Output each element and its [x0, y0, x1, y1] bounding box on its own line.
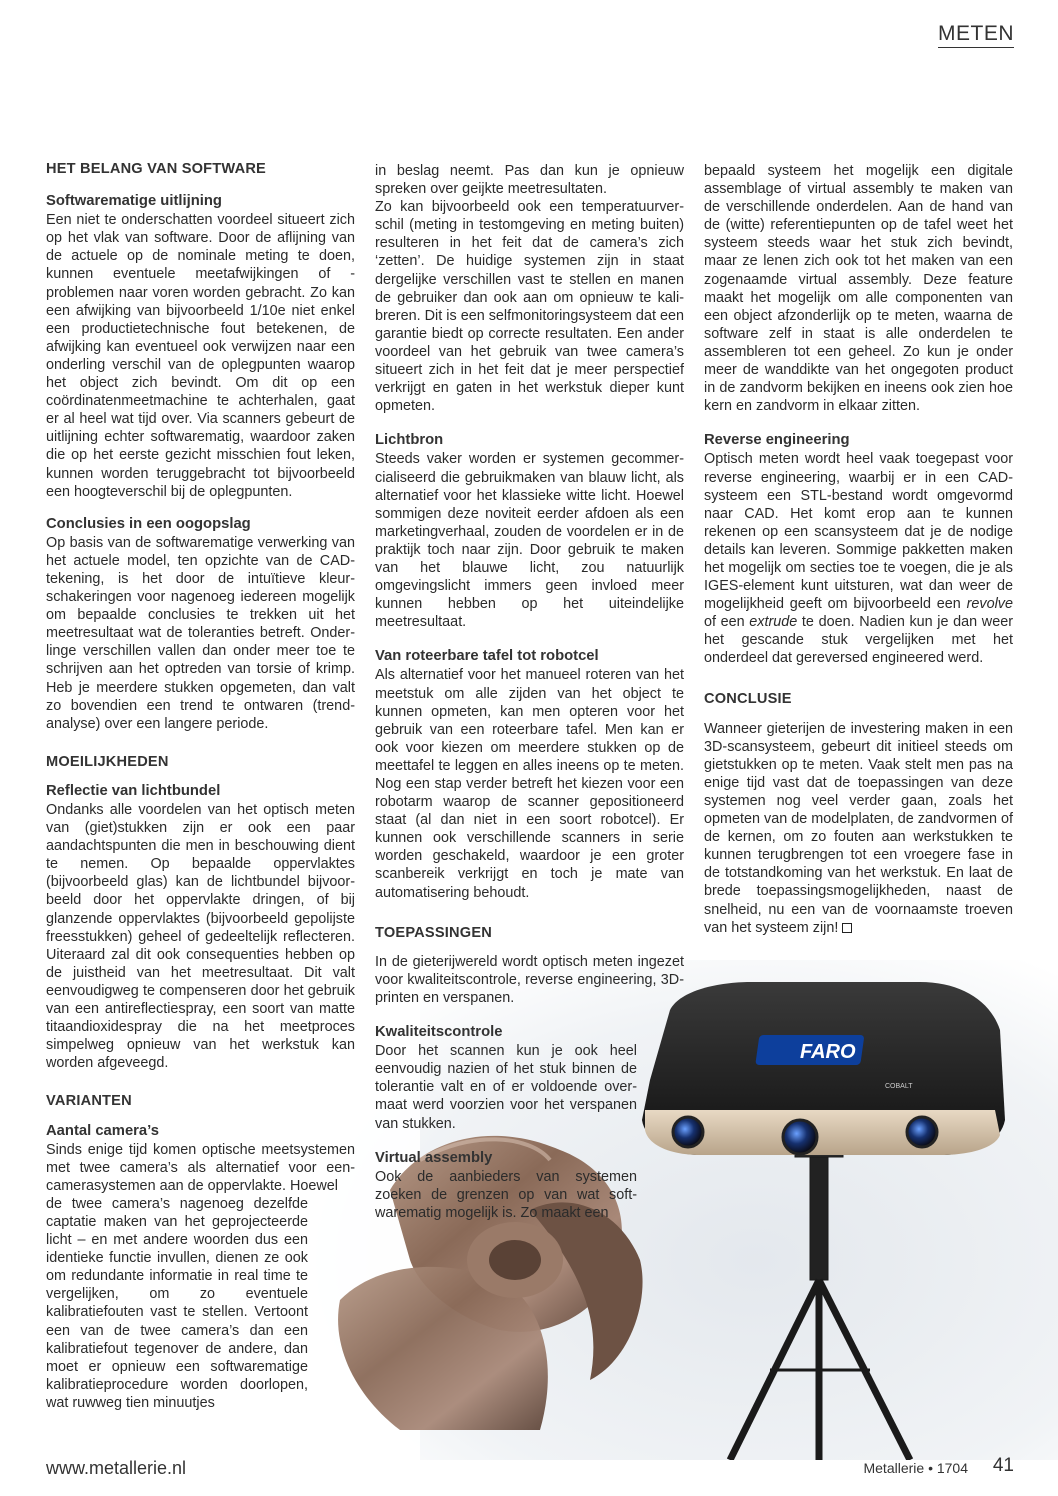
paragraph: In de gieterijwereld wordt optisch meten ingezet voor kwaliteitscontrole, reverse engineering, 3D-printen en verspanen. [375, 953, 684, 1006]
paragraph: bepaald systeem het mogelijk een digitale assemblage of virtual assembly te maken van de verschillende onderdelen. Aan de hand van de (witte) referentiepunten op de tafel weet het systeem steeds waar het stuk zich bevindt, maar ze lenen zich ook tot het maken van een zogenaamde virtual assembly. Deze feature maakt het mogelijk om alle componenten van een object afzonderlijk op te meten, waarna de software zelf in staat is alle onderdelen te assembleren tot een geheel. Zo kun je onder meer de wanddikte van het ongegoten product in de zandvorm bekijken en ineens ook zien hoe kern en zandvorm in elkaar zitten. [704, 163, 1013, 415]
paragraph: Optisch meten wordt heel vaak toegepast voor reverse engineering, waarbij er in een CAD-systeem een STL-bestand wordt omgevormd naar CAD. Het komt erop aan te kunnen rekenen op een scansysteem dat je de nodige details kan leveren. Sommige pakketten maken het mogelijk om secties toe te voegen, die je als IGES-element kunt uitsturen, wat dan weer de mogelijkheid geeft om bijvoorbeeld een revolve of een extrude te doen. Nadien kun je dan weer het gescande stuk vergelijken met het onderdeel dat gereversed engineered werd. [704, 451, 1013, 667]
heading-toepassingen: TOEPASSINGEN [375, 924, 493, 941]
column-1 [46, 160, 355, 1412]
subheading-roteerbare-tafel: Van roteerbare tafel tot robotcel [375, 648, 599, 665]
faro-scanner [642, 982, 1005, 1155]
paragraph: Wanneer gieterijen de investering maken in een 3D-scansysteem, gebeurt dit initieel steeds om gietstukken op te meten. Vaak stelt men pas na enige tijd vast dat de toepassingen van deze systemen nog veel verder gaan, zoals het opmeten van de modelplaten, de zandvormen of de kernen, om zo fouten aan werkstukken te kunnen terugbrengen tot een vroegere fase in de totstandkoming van het werkstuk. En laat de brede toepassingsmogelijkheden, naast de snelheid, nu een van de voornaamste troeven van het systeem zijn! [704, 720, 1013, 936]
heading-conclusie: CONCLUSIE [704, 690, 792, 707]
footer-url[interactable]: www.metallerie.nl [46, 1458, 187, 1478]
paragraph: Steeds vaker worden er systemen gecommercialiseerd die gebruikmaken van blauw licht, als alternatief voor het klassieke witte licht. Hoewel sommigen deze noviteit eerder afdoen als een marketingverhaal, zouden de voordelen er in de praktijk toch naar zijn. Door gebruik te maken van het blauwe licht, zou natuurlijk omgevingslicht immers geen invloed meer kunnen hebben op het uiteindelijke meetresultaat. [375, 451, 684, 631]
paragraph: de twee camera’s nagenoeg dezelfde captatie maken van het geprojecteerde licht – en met andere woorden dus een identieke functie invullen, dienen ze ook om redundante informatie in real time te vergelijken, om zo eventuele kalibratiefouten vast te stellen. Vertoont een van de twee camera’s dan een kalibratiefout tegenover de andere, dan moet er opnieuw een softwarematige kalibratieprocedure worden doorlopen, wat ruwweg tien minuutjes [46, 1195, 308, 1411]
paragraph: Sinds enige tijd komen optische meetsystemen met twee camera’s als alternatief voor een-camerasystemen aan de oppervlakte. Hoewel [46, 1141, 355, 1194]
paragraph: Op basis van de softwarematige verwerking van het actuele model, ten opzichte van de CAD-tekening, is het door de intuïtieve kleurschakeringen voor nagenoeg iedereen mogelijk om bepaalde conclusies te trekken uit het meetresultaat wat de toleranties betreft. Onderlinge verschillen vallen dan onder meer toe te schrijven aan het optreden van torsie of krimp. Heb je meerdere stukken opgemeten, dan valt zo bovendien een trend te ontwaren (trendanalyse) over een langere periode. [46, 534, 355, 732]
brand-logo: FARO [800, 1041, 856, 1063]
subheading-reverse-engineering: Reverse engineering [704, 432, 850, 449]
paragraph: in beslag neemt. Pas dan kun je opnieuw spreken over geijkte meetresultaten. [375, 163, 684, 198]
column-2 [375, 162, 684, 1222]
footer-magazine: Metallerie • 1704 [863, 1460, 968, 1476]
subheading-uitlijning: Softwarematige uitlijning [46, 193, 222, 210]
heading-belang-software: HET BELANG VAN SOFTWARE [46, 161, 266, 177]
heading-varianten: VARIANTEN [46, 1093, 132, 1110]
paragraph: Zo kan bijvoorbeeld ook een temperatuurverschil (meting in testomgeving en meting buiten) resulteren in het feit dat de camera’s zich ‘zetten’. De huidige systemen zijn in staat dergelijke verschillen vast te stellen en manen de gebruiker dan ook aan om opnieuw te kalibreren. Dit is een selfmonitoringsysteem dat een garantie biedt op correcte resultaten. Een ander voordeel van het gebruik van twee camera’s situeert zich in het feit dat je meer perspectief verkrijgt en gaten in het werkstuk dieper kunt opmeten. [375, 199, 684, 415]
subheading-virtual-assembly: Virtual assembly [375, 1149, 493, 1166]
paragraph: Door het scannen kun je ook heel eenvoudig nazien of het stuk binnen de tolerantie valt en of er voldoende overmaat werd voorzien voor het verspanen van stukken. [375, 1043, 637, 1132]
model-label: COBALT [885, 1083, 913, 1090]
subheading-conclusies: Conclusies in een oogopslag [46, 515, 251, 532]
paragraph: Als alternatief voor het manueel roteren van het meetstuk om alle zijden van het object te kunnen opmeten, kan men opteren voor het gebruik van een roteerbare tafel. Men kan er ook voor kiezen om meerdere stukken op de meettafel te leggen en alles ineens op te meten. Nog een stap verder betreft het kiezen voor een robotarm waarop de scanner gepositioneerd staat (al dan niet in een soort robotcel). Er kunnen ook verschillende scanners in serie worden geschakeld, waardoor je een groter scanbereik verkrijgt en toch je mate van automatisering behoudt. [375, 667, 684, 901]
paragraph: Ondanks alle voordelen van het optisch meten van (giet)stukken zijn er ook een paar aandachtspunten die men in beschouwing dient te nemen. Op bepaalde oppervlaktes (bijvoorbeeld glas) kan de lichtbundel bijvoorbeeld door het oppervlakte dringen, of bij glanzende oppervlaktes (bijvoorbeeld gepolijste freesstukken) geheel of gedeeltelijk reflecteren. Uiteraard zal dit ook consequenties hebben op de juistheid van het meetresultaat. Dit valt eenvoudigweg te compenseren door het gebruik van een antireflectiespray, een soort van matte titaandioxidespray die na het meetproces simpelweg opnieuw van het werkstuk kan worden afgeveegd. [46, 802, 355, 1072]
subheading-reflectie: Reflectie van lichtbundel [46, 782, 221, 799]
subheading-kwaliteitscontrole: Kwaliteitscontrole [375, 1024, 503, 1041]
heading-moeilijkheden: MOEILIJKHEDEN [46, 753, 169, 770]
column-3 [704, 162, 1013, 937]
end-mark-icon [842, 923, 852, 933]
section-label: METEN [938, 22, 1014, 48]
subheading-aantal-cameras: Aantal camera’s [46, 1122, 159, 1139]
subheading-lichtbron: Lichtbron [375, 432, 444, 449]
page-number: 41 [992, 1455, 1014, 1476]
paragraph: Een niet te onderschatten voordeel situeert zich op het vlak van software. Door de aflijning van de actuele op de nominale meting te doen, kunnen eventuele meetafwijkingen of -problemen naar voren worden gebracht. Zo kan een afwijking van bijvoorbeeld 1/10e niet enkel een productietechnische fout betekenen, de afwijking kan eventueel ook verwijzen naar een onderling verschil van de oplegpunten waarop het object zich bevindt. Om dit op een coördinatenmeetmachine te achterhalen, gaat er al heel wat tijd over. Via scanners gebeurt de uitlijning echter softwarematig, waardoor zaken die op het eerste gezicht misschien fout leken, kunnen worden teruggebracht tot bijvoorbeeld een hoogteverschil bij de oplegpunten. [46, 212, 355, 500]
paragraph: Ook de aanbieders van systemen zoeken de grenzen op van wat softwarematig mogelijk is. Zo maakt een [375, 1168, 637, 1221]
